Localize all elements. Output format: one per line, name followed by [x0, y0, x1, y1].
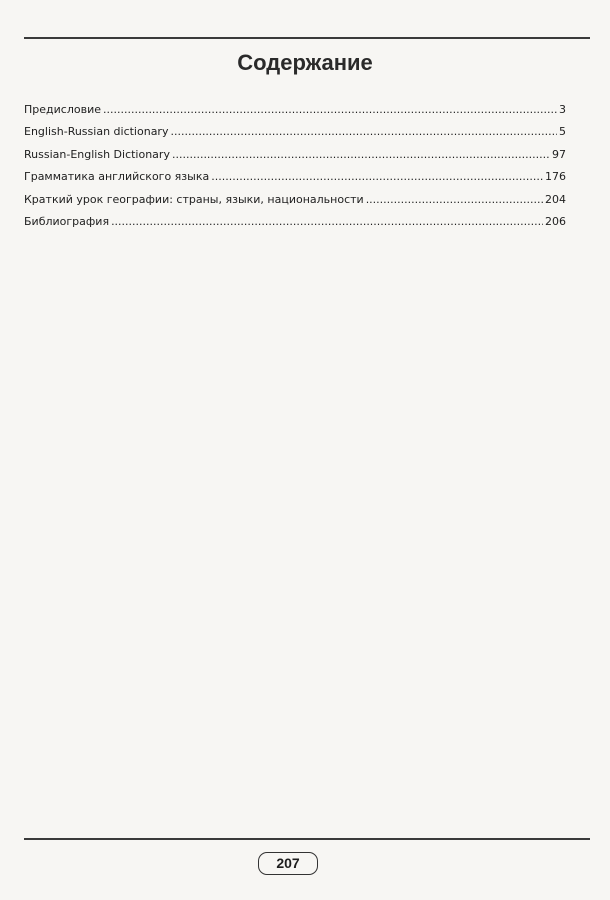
toc-entry-title: Russian-English Dictionary	[24, 147, 170, 161]
toc-entry[interactable]	[24, 99, 566, 121]
toc-entry-page: 97	[552, 147, 566, 161]
toc-entry-title: English-Russian dictionary	[24, 125, 169, 139]
page-number-badge: 207	[258, 852, 318, 875]
toc-entry-title: Библиография	[24, 214, 110, 228]
toc-leader-dots	[170, 121, 557, 143]
toc-leader-dots	[211, 166, 543, 188]
toc-entry[interactable]	[24, 166, 566, 188]
toc-entry[interactable]	[24, 211, 566, 233]
toc-entry-page: 176	[545, 170, 566, 184]
toc-entry[interactable]	[24, 189, 566, 211]
toc-entry-page: 206	[545, 214, 566, 228]
toc-leader-dots	[103, 99, 557, 121]
toc-leader-dots	[366, 189, 543, 211]
top-rule	[24, 37, 590, 39]
toc-entry[interactable]	[24, 144, 566, 166]
toc-entry-title: Грамматика английского языка	[24, 170, 210, 184]
toc-entry[interactable]	[24, 121, 566, 143]
toc-entry-page: 3	[559, 103, 566, 116]
bottom-rule	[24, 838, 590, 840]
toc-entry-title: Краткий урок географии: страны, языки, национальности	[24, 192, 364, 206]
toc-leader-dots	[172, 144, 550, 166]
toc-entry-page: 5	[559, 125, 566, 139]
toc-leader-dots	[111, 211, 543, 233]
toc-entry-page: 204	[545, 192, 566, 206]
table-of-contents	[24, 99, 566, 233]
toc-entry-title: Предисловие	[24, 103, 101, 116]
page-title: Содержание	[237, 50, 373, 75]
